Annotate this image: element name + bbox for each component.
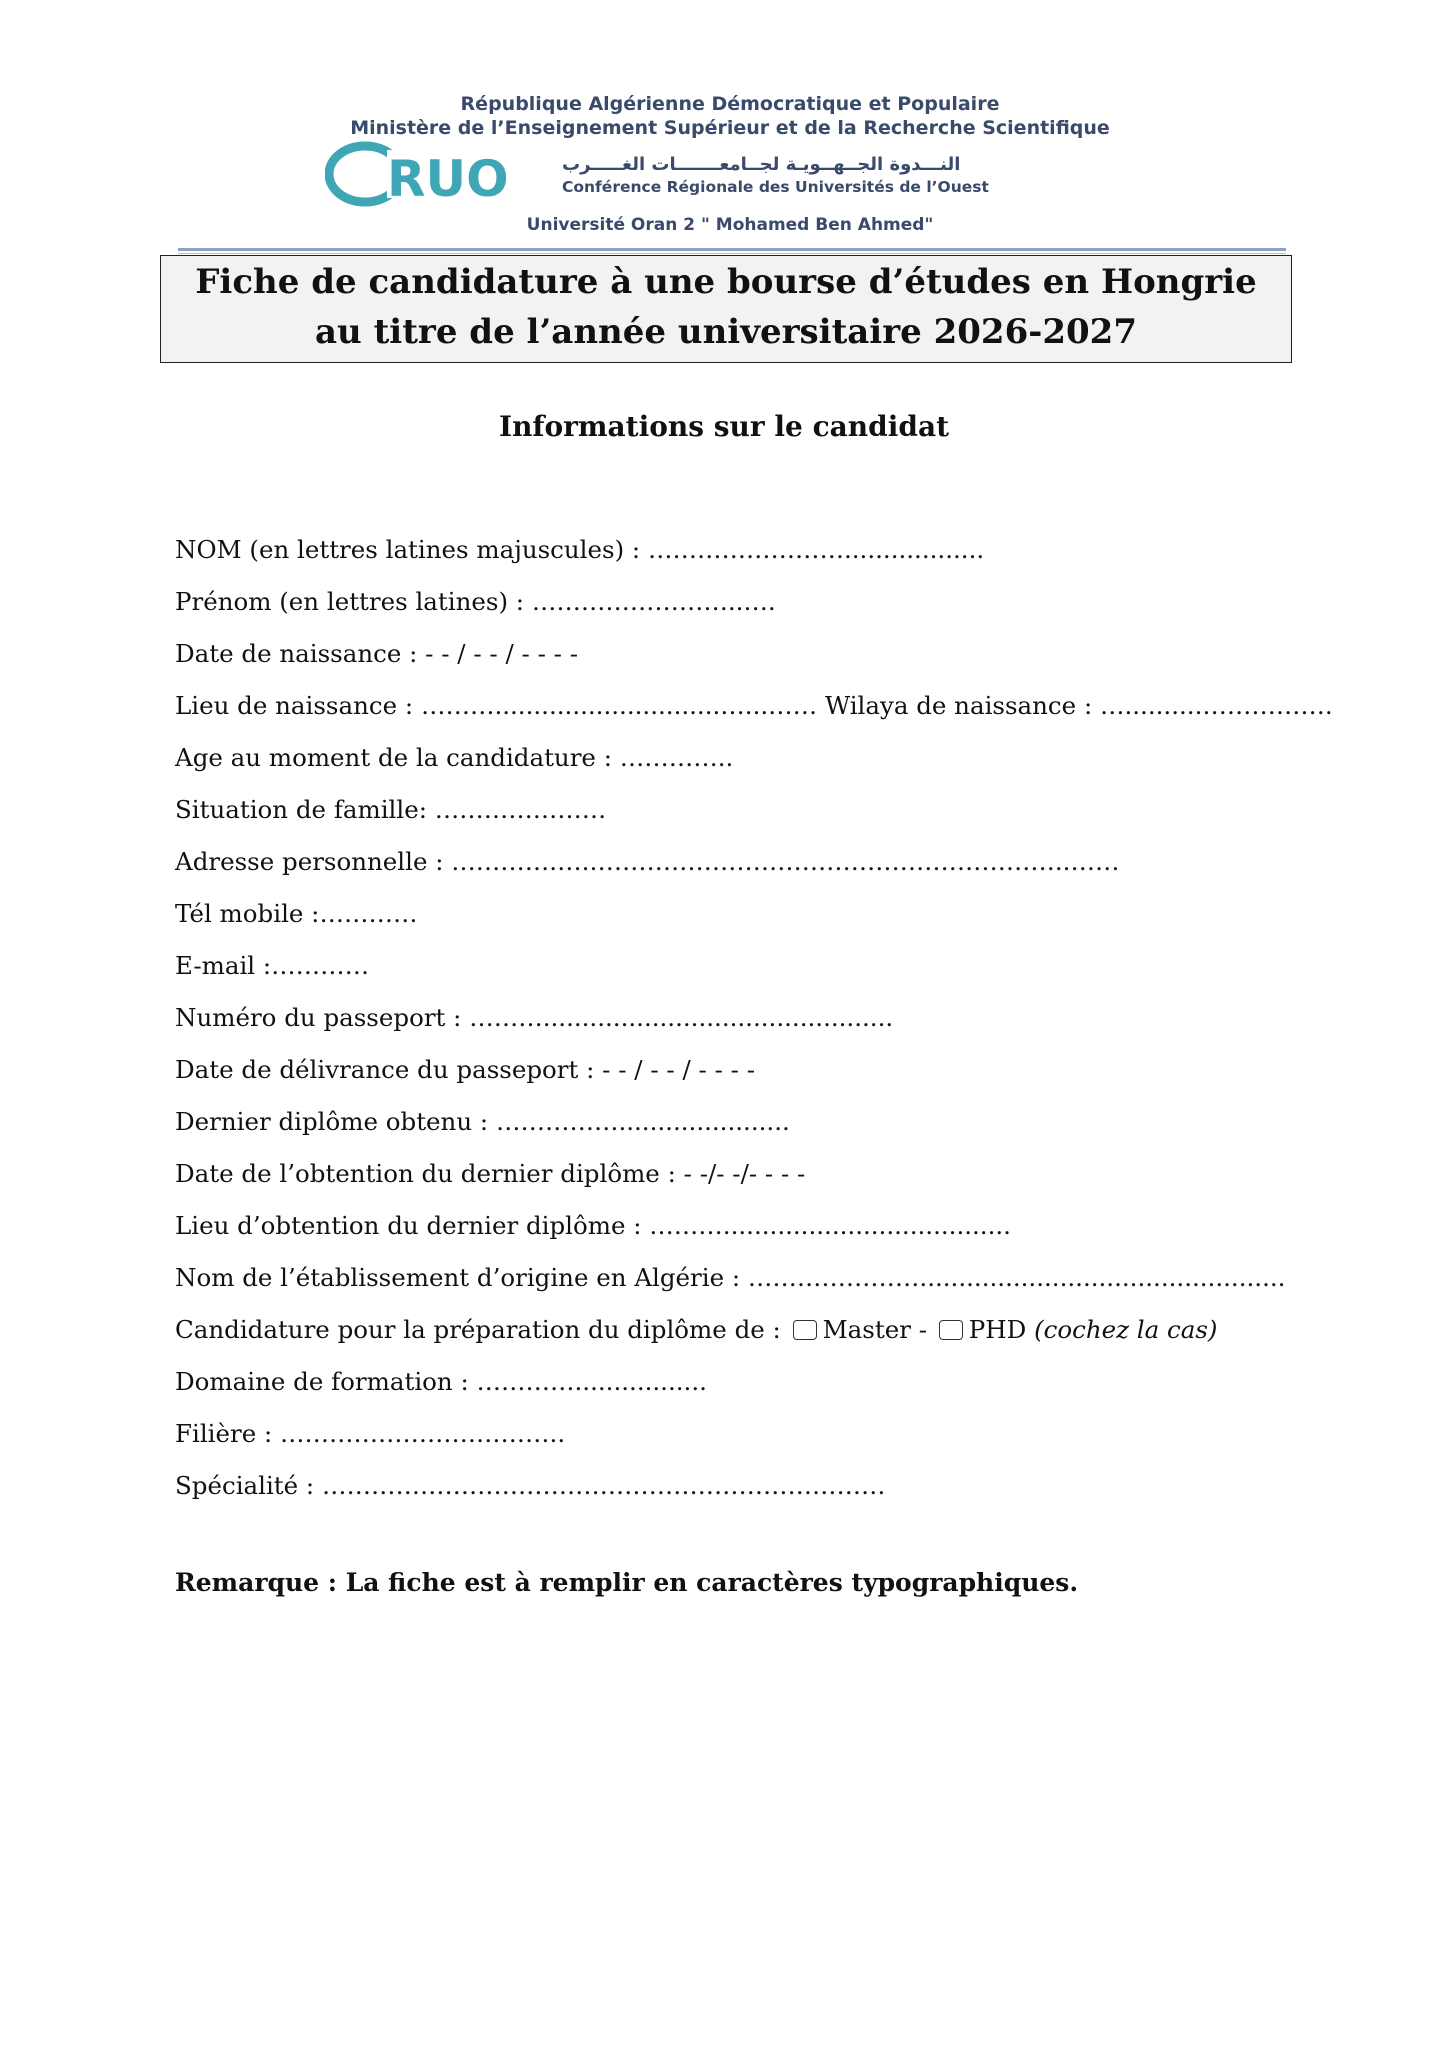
phd-checkbox[interactable] xyxy=(939,1320,963,1340)
field-date-naissance: Date de naissance : - - / - - / - - - - xyxy=(175,639,578,668)
section-title: Informations sur le candidat xyxy=(498,410,950,443)
candidate-fields xyxy=(175,530,1333,1518)
field-lieu-naissance: Lieu de naissance : ……….............................…...…… Wilaya de naissance : …..........……………. xyxy=(175,691,1333,720)
field-situation-famille: Situation de famille: ………………… xyxy=(175,795,607,824)
republic-line: République Algérienne Démocratique et Populaire xyxy=(460,93,1000,115)
field-date-passeport: Date de délivrance du passeport : - - / - - / - - - - xyxy=(175,1055,755,1084)
check-instruction: (cochez la cas) xyxy=(1034,1315,1218,1344)
field-candidature xyxy=(175,1310,1325,1362)
remark: Remarque : La fiche est à remplir en caractères typographiques. xyxy=(175,1568,1079,1597)
field-filiere: Filière : …………………………….. xyxy=(175,1419,566,1448)
header-divider xyxy=(178,248,1286,251)
phd-label: PHD xyxy=(968,1315,1027,1344)
title-line-2: au titre de l’année universitaire 2026-2027 xyxy=(315,312,1137,352)
ministry-line: Ministère de l’Enseignement Supérieur et de la Recherche Scientifique xyxy=(350,117,1110,139)
candidature-label: Candidature pour la préparation du diplôme de : xyxy=(175,1315,781,1344)
field-passeport: Numéro du passeport : ………............................................. xyxy=(175,1003,894,1032)
title-line-1: Fiche de candidature à une bourse d’études en Hongrie xyxy=(195,262,1257,302)
cruo-logo xyxy=(325,140,555,210)
field-date-diplome: Date de l’obtention du dernier diplôme : - -/- -/- - - - xyxy=(175,1159,806,1188)
conference-name: Conférence Régionale des Universités de l’Ouest xyxy=(562,178,989,196)
title-box xyxy=(160,255,1292,363)
field-specialite: Spécialité : …………………………………………………………… xyxy=(175,1471,886,1500)
logo-text: RUO xyxy=(387,150,509,208)
header-divider-thin xyxy=(178,253,1286,254)
field-nom: NOM (en lettres latines majuscules) : …………………….................. xyxy=(175,535,985,564)
letterhead xyxy=(160,88,1300,258)
master-checkbox[interactable] xyxy=(793,1320,817,1340)
arabic-conference-name: النـــدوة الجــهــويـة لجــامعـــــــات الغـــــرب xyxy=(562,154,961,175)
university-name: Université Oran 2 " Mohamed Ben Ahmed" xyxy=(526,215,934,235)
field-prenom: Prénom (en lettres latines) : ……………………..…. xyxy=(175,587,776,616)
field-lieu-diplome: Lieu d’obtention du dernier diplôme : ………..................................... xyxy=(175,1211,1011,1240)
field-age: Age au moment de la candidature : ………….. xyxy=(175,743,734,772)
field-diplome: Dernier diplôme obtenu : ……………...................... xyxy=(175,1107,790,1136)
field-adresse: Adresse personnelle : ………….….…………………………………………………..…… xyxy=(175,847,1120,876)
field-etablissement: Nom de l’établissement d’origine en Algérie : …………………............................................... xyxy=(175,1263,1286,1292)
master-label: Master - xyxy=(822,1315,927,1344)
field-email: E-mail :………… xyxy=(175,951,370,980)
field-tel: Tél mobile :………… xyxy=(175,899,418,928)
field-domaine: Domaine de formation : …………................. xyxy=(175,1367,707,1396)
